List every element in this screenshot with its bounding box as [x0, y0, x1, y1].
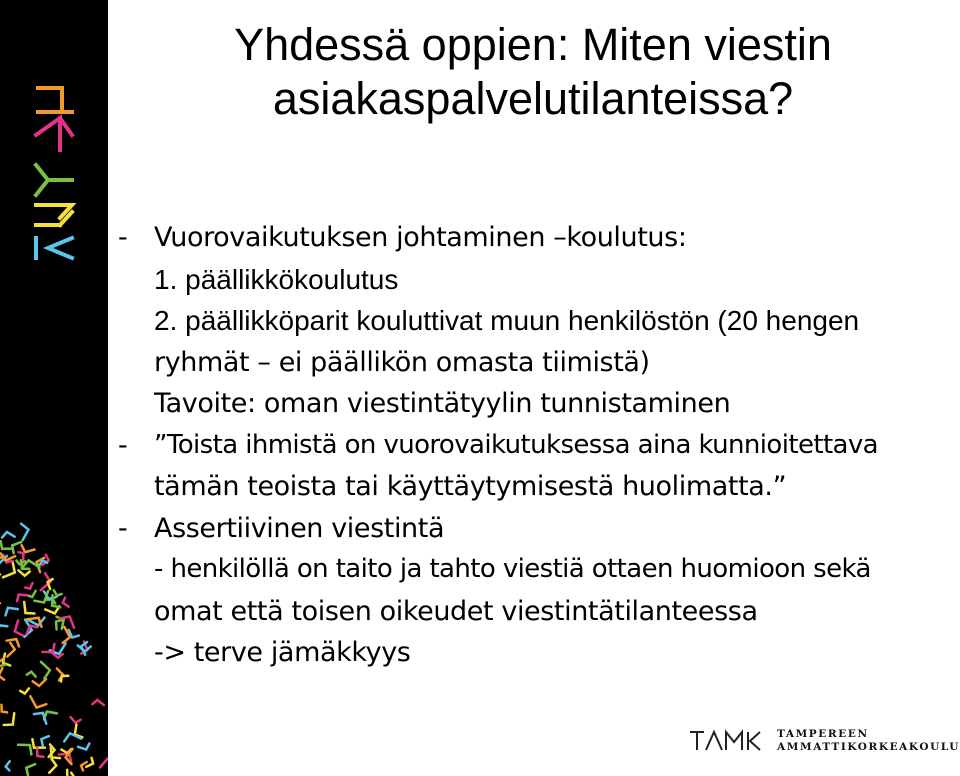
- confetti-squiggle: [0, 625, 7, 631]
- confetti-squiggle: [0, 668, 4, 680]
- body-text: omat että toisen oikeudet viestintätilanteessa: [154, 595, 758, 627]
- bullet-dash: -: [118, 512, 128, 544]
- confetti-squiggle: [3, 563, 15, 578]
- confetti-squiggle: [33, 679, 46, 686]
- confetti-squiggle: [61, 676, 68, 682]
- confetti-squiggle: [34, 713, 46, 724]
- body-line-1: [118, 217, 960, 259]
- body-text: 1. päällikkökoulutus: [154, 263, 399, 295]
- confetti-squiggle: [30, 696, 46, 707]
- title-line-1: Yhdessä oppien: Miten viestin: [234, 19, 832, 70]
- body-text: Assertiivinen viestintä: [154, 512, 445, 544]
- body-line-7: [118, 466, 960, 508]
- body-line-8: [118, 508, 960, 550]
- body-text: ”Toista ihmistä on vuorovaikutuksessa aina kunnioitettava: [154, 429, 878, 460]
- confetti-squiggle: [49, 759, 56, 773]
- confetti-squiggle: [6, 761, 10, 770]
- tamk-wordmark-icon: [688, 728, 772, 754]
- confetti-squiggle: [7, 643, 14, 657]
- body-text: Vuorovaikutuksen johtaminen –koulutus:: [154, 222, 687, 253]
- confetti-squiggle: [4, 713, 15, 725]
- confetti-squiggle: [61, 770, 67, 776]
- body-line-11: [118, 632, 960, 674]
- confetti-squiggle: [41, 662, 50, 679]
- confetti-squiggle: [2, 532, 15, 538]
- confetti-squiggle: [17, 595, 27, 602]
- title-line-2: asiakaspalvelutilanteissa?: [272, 73, 794, 124]
- body-text: Tavoite: oman viestintätyylin tunnistaminen: [154, 388, 731, 419]
- confetti-squiggle: [18, 570, 29, 575]
- body-line-5: [118, 383, 960, 425]
- confetti-squiggle: [18, 745, 31, 755]
- confetti-squiggle: [20, 688, 29, 693]
- confetti-squiggle: [27, 672, 36, 677]
- body-line-10: [118, 591, 960, 633]
- confetti-squiggle: [41, 736, 48, 745]
- confetti-squiggle: [27, 591, 36, 597]
- confetti-squiggle: [92, 700, 104, 705]
- bullet-dash: -: [118, 429, 128, 461]
- confetti-squiggle: [21, 524, 28, 540]
- body-text: ryhmät – ei päällikön omasta tiimistä): [154, 346, 650, 378]
- body-line-4: [118, 342, 960, 384]
- confetti-squiggle: [22, 545, 35, 552]
- confetti-squiggle: [44, 712, 57, 720]
- org-name-line-2: AMMATTIKORKEAKOULU: [777, 741, 960, 753]
- tamk-footer-logo: [688, 722, 960, 762]
- body-line-2: [118, 259, 960, 301]
- sidebar-decoration: [0, 0, 108, 776]
- confetti-squiggle: [64, 733, 81, 741]
- body-line-6: [118, 425, 960, 467]
- body-line-3: [118, 300, 960, 342]
- confetti-squiggle: [6, 608, 18, 616]
- body-text: -> terve jämäkkyys: [154, 637, 411, 668]
- confetti-squiggle: [25, 583, 32, 589]
- slide-title: [118, 18, 948, 126]
- confetti-squiggle: [15, 620, 23, 635]
- confetti-squiggle: [1, 541, 12, 549]
- confetti-squiggle: [43, 644, 55, 652]
- confetti-squiggle: [24, 602, 34, 614]
- confetti-squiggle: [71, 717, 81, 723]
- confetti-squiggle: [2, 705, 8, 713]
- confetti-squiggle: [54, 590, 62, 595]
- confetti-squiggle: [63, 598, 69, 607]
- bullet-dash: -: [118, 222, 128, 253]
- org-name-line-1: TAMPEREEN: [777, 728, 869, 740]
- confetti-squiggle: [48, 579, 53, 589]
- confetti-squiggle: [37, 748, 43, 757]
- body-text: tämän teoista tai käyttäytymisestä huolimatta.”: [154, 471, 787, 502]
- org-name: [777, 728, 960, 754]
- body-text: 2. päällikköparit kouluttivat muun henkilöstön (20 hengen: [154, 305, 860, 336]
- body-text: - henkilöllä on taito ja tahto viestiä ottaen huomioon sekä: [154, 554, 871, 584]
- confetti-squiggle: [18, 552, 23, 560]
- confetti-squiggle: [78, 744, 89, 750]
- slide-body: [118, 217, 960, 674]
- body-line-9: [118, 549, 960, 591]
- confetti-squiggle: [100, 759, 108, 768]
- confetti-squiggle: [26, 764, 35, 775]
- tamk-vertical-logo: [0, 0, 108, 776]
- confetti-squiggle: [78, 646, 91, 652]
